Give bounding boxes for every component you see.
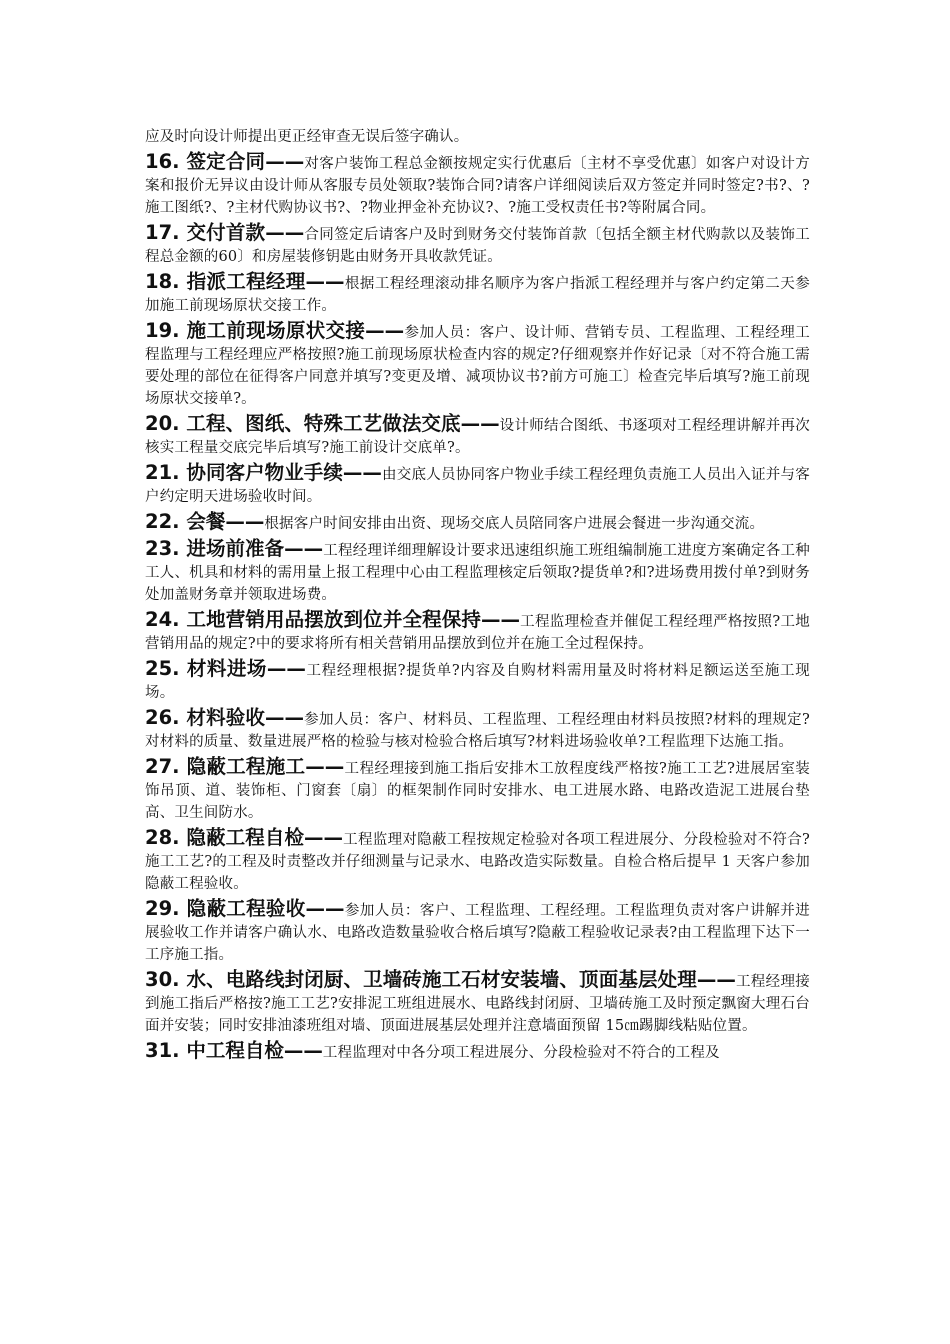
item-text: 工程经理接到施工指后安排木工放程度线严格按?施工工艺?进展居室装饰吊顶、道、装饰柜、门窗套〔扇〕的框架制作同时安排水、电工进展水路、电路改造泥工进展台垫高、卫生间防水。 [145,761,810,821]
item-heading: 17. 交付首款—— [145,221,305,244]
item-text: 参加人员：客户、材料员、工程监理、工程经理由材料员按照?材料的理规定?对材料的质量、数量进展严格的检验与核对检验合格后填写?材料进场验收单?工程监理下达施工指。 [145,712,810,750]
item-heading: 27. 隐蔽工程施工—— [145,755,345,778]
item-text: 工程监理检查并催促工程经理严格按照?工地营销用品的规定?中的要求将所有相关营销用品摆放到位并在施工全过程保持。 [145,614,810,652]
item-21 [145,461,810,508]
item-26 [145,706,810,753]
item-25 [145,657,810,704]
item-heading: 19. 施工前现场原状交接—— [145,319,405,342]
item-text: 参加人员：客户、设计师、营销专员、工程监理、工程经理工程监理与工程经理应严格按照?施工前现场原状检查内容的规定?仔细观察并作好记录〔对不符合施工需要处理的部位在征得客户同意并填写?变更及增、减项协议书?前方可施工〕检查完毕后填写?施工前现场原状交接单?。 [145,325,810,407]
item-text: 合同签定后请客户及时到财务交付装饰首款〔包括全额主材代购款以及装饰工程总金额的60〕和房屋装修钥匙由财务开具收款凭证。 [145,227,810,265]
item-text: 工程经理详细理解设计要求迅速组织施工班组编制施工进度方案确定各工种工人、机具和材料的需用量上报工程理中心由工程监理核定后领取?提货单?和?进场费用拨付单?到财务处加盖财务章并领取进场费。 [145,543,810,603]
item-heading: 26. 材料验收—— [145,706,305,729]
item-text: 工程监理对中各分项工程进展分、分段检验对不符合的工程及 [322,1045,720,1061]
item-text: 工程监理对隐蔽工程按规定检验对各项工程进展分、分段检验对不符合?施工工艺?的工程及时责整改并仔细测量与记录水、电路改造实际数量。自检合格后提早 1 天客户参加隐蔽工程验收。 [145,832,811,892]
item-text: 工程经理接到施工指后严格按?施工工艺?安排泥工班组进展水、电路线封闭厨、卫墙砖施工及时预定飘窗大理石台面并安装；同时安排油漆班组对墙、顶面进展基层处理并注意墙面预留 15㎝踢脚线粘贴位置。 [145,974,810,1034]
item-heading: 30. 水、电路线封闭厨、卫墙砖施工石材安装墙、顶面基层处理—— [145,968,736,991]
item-text: 根据工程经理滚动排名顺序为客户指派工程经理并与客户约定第二天参加施工前现场原状交接工作。 [145,276,810,314]
item-heading: 28. 隐蔽工程自检—— [145,826,344,849]
item-heading: 31. 中工程自检—— [145,1039,323,1062]
item-24 [145,608,810,655]
item-17 [145,221,810,268]
item-heading: 20. 工程、图纸、特殊工艺做法交底—— [145,412,500,435]
lead-paragraph: 应及时向设计师提出更正经审查无误后签字确认。 [145,129,469,145]
item-heading: 23. 进场前准备—— [145,537,324,560]
item-text: 根据客户时间安排由出资、现场交底人员陪同客户进展会餐进一步沟通交流。 [264,516,765,532]
document-page [145,126,810,1066]
item-29 [145,897,810,966]
item-16 [145,150,810,219]
item-text: 设计师结合图纸、书逐项对工程经理讲解并再次核实工程量交底完毕后填写?施工前设计交底单?。 [145,418,810,456]
item-heading: 21. 协同客户物业手续—— [145,461,382,484]
item-19 [145,319,810,410]
item-text: 参加人员：客户、工程监理、工程经理。工程监理负责对客户讲解并进展验收工作并请客户确认水、电路改造数量验收合格后填写?隐蔽工程验收记录表?由工程监理下达下一工序施工指。 [145,903,810,963]
item-18 [145,270,810,317]
item-heading: 24. 工地营销用品摆放到位并全程保持—— [145,608,520,631]
item-heading: 16. 签定合同—— [145,150,305,173]
item-heading: 25. 材料进场—— [145,657,306,680]
item-text: 对客户装饰工程总金额按规定实行优惠后〔主材不享受优惠〕如客户对设计方案和报价无异议由设计师从客服专员处领取?装饰合同?请客户详细阅读后双方签定并同时签定?书?、?施工图纸?、?主材代购协议书?、?物业押金补充协议?、?施工受权责任书?等附属合同。 [145,156,810,216]
item-heading: 22. 会餐—— [145,510,265,533]
item-23 [145,537,810,606]
item-28 [145,826,810,895]
item-heading: 29. 隐蔽工程验收—— [145,897,345,920]
item-text: 工程经理根据?提货单?内容及自购材料需用量及时将材料足额运送至施工现场。 [145,663,810,701]
item-heading: 18. 指派工程经理—— [145,270,345,293]
item-20 [145,412,810,459]
item-31 [145,1039,810,1064]
item-22 [145,510,810,535]
item-text: 由交底人员协同客户物业手续工程经理负责施工人员出入证并与客户约定明天进场验收时间。 [145,467,810,505]
item-27 [145,755,810,824]
item-30 [145,968,810,1037]
